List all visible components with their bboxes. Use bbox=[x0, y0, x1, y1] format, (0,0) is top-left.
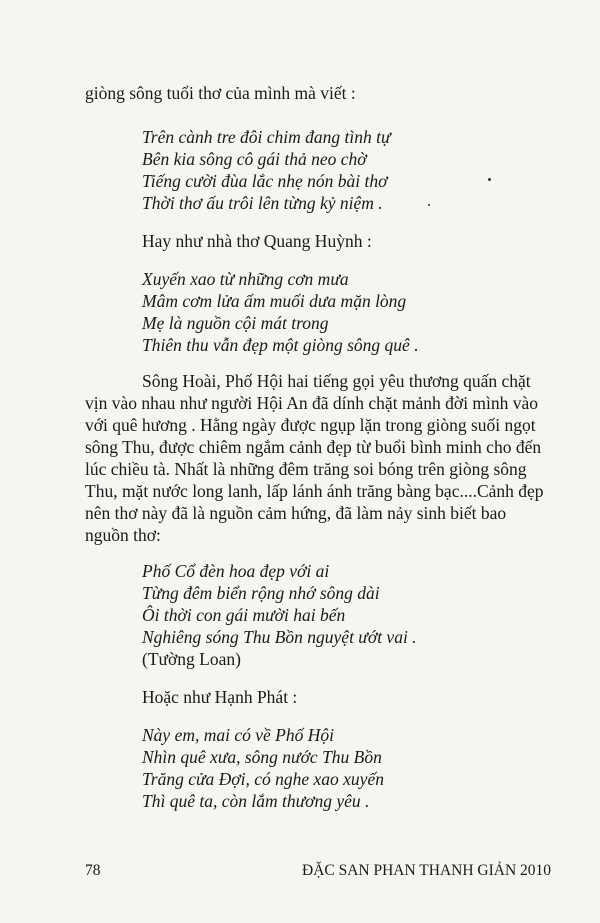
paragraph-line-3: với quê hương . Hằng ngày được ngụp lặn trong giòng suối ngọt bbox=[85, 415, 536, 435]
paragraph-line-8: nguồn thơ: bbox=[85, 525, 161, 545]
poem2-line-2: Mâm cơm lửa ấm muối dưa mặn lòng bbox=[142, 291, 407, 311]
scan-speck bbox=[488, 178, 491, 181]
page-number: 78 bbox=[85, 862, 101, 879]
intro-line: giòng sông tuổi thơ của mình mà viết : bbox=[85, 83, 356, 103]
poem1-line-3: Tiếng cười đùa lắc nhẹ nón bài thơ bbox=[142, 171, 388, 191]
publication-title: ĐẶC SAN PHAN THANH GIẢN 2010 bbox=[302, 862, 552, 879]
paragraph-line-5: lúc chiều tà. Nhất là những đêm trăng soi bóng trên giòng sông bbox=[85, 459, 527, 479]
poem4-line-3: Trăng cửa Đợi, có nghe xao xuyến bbox=[142, 769, 384, 789]
intro2-line: Hay như nhà thơ Quang Huỳnh : bbox=[142, 231, 372, 251]
poem4-line-2: Nhìn quê xưa, sông nước Thu Bồn bbox=[142, 747, 382, 767]
poem1-line-4: Thời thơ ấu trôi lên từng kỷ niệm . bbox=[142, 193, 383, 213]
poem2-line-3: Mẹ là nguồn cội mát trong bbox=[142, 313, 329, 333]
poem3-line-2: Từng đêm biển rộng nhớ sông dài bbox=[142, 583, 380, 603]
poem2-line-4: Thiên thu vẫn đẹp một giòng sông quê . bbox=[142, 335, 419, 355]
poem4-line-4: Thì quê ta, còn lắm thương yêu . bbox=[142, 791, 370, 811]
poem3-author: (Tường Loan) bbox=[142, 649, 241, 669]
poem4-line-1: Này em, mai có về Phố Hội bbox=[142, 725, 334, 745]
poem1-line-2: Bên kia sông cô gái thả neo chờ bbox=[142, 149, 367, 169]
poem1-line-1: Trên cành tre đôi chim đang tình tự bbox=[142, 127, 391, 147]
paragraph-line-1: Sông Hoài, Phố Hội hai tiếng gọi yêu thương quấn chặt bbox=[142, 371, 531, 391]
poem3-line-4: Nghiêng sóng Thu Bồn nguyệt ướt vai . bbox=[142, 627, 417, 647]
scan-speck bbox=[428, 204, 430, 206]
paragraph-line-6: Thu, mặt nước long lanh, lấp lánh ánh trăng bàng bạc....Cảnh đẹp bbox=[85, 481, 544, 501]
intro3-line: Hoặc như Hạnh Phát : bbox=[142, 687, 298, 707]
paragraph-line-7: nên thơ này đã là nguồn cảm hứng, đã làm nảy sinh biết bao bbox=[85, 503, 507, 523]
paragraph-line-4: sông Thu, được chiêm ngắm cảnh đẹp từ buổi bình minh cho đến bbox=[85, 437, 542, 457]
poem2-line-1: Xuyến xao từ những cơn mưa bbox=[142, 269, 349, 289]
poem3-line-3: Ôi thời con gái mười hai bến bbox=[142, 605, 346, 625]
paragraph-line-2: vịn vào nhau như người Hội An đã dính chặt mảnh đời mình vào bbox=[85, 393, 539, 413]
poem3-line-1: Phố Cổ đèn hoa đẹp với ai bbox=[142, 561, 330, 581]
